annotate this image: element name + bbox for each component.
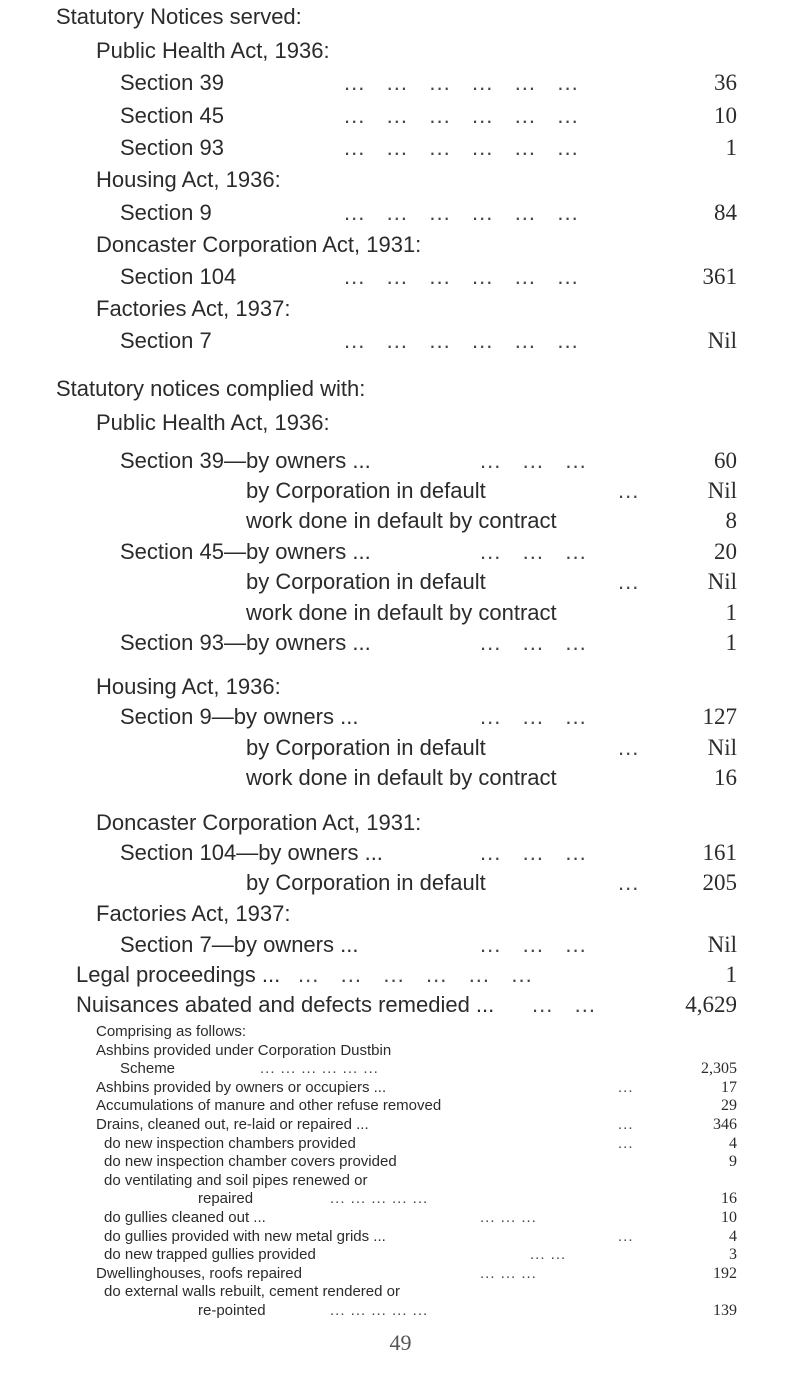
section-heading: Statutory Notices served: — [56, 4, 302, 29]
table-row: work done in default by contract 16 — [246, 765, 737, 790]
table-row: Section 104—by owners ... ... ... ... 161 — [120, 840, 737, 865]
row-value: 10 — [721, 1209, 737, 1226]
table-row: by Corporation in default ... Nil — [246, 735, 737, 760]
row-label: do external walls rebuilt, cement rendered or — [104, 1283, 400, 1301]
table-row — [0, 1134, 801, 1154]
row-label: do gullies cleaned out ... — [104, 1209, 266, 1226]
table-row — [0, 1227, 801, 1247]
table-row: Section 93—by owners ... ... ... ... 1 — [120, 630, 737, 655]
act-heading: Housing Act, 1936: — [96, 674, 281, 699]
table-row: work done in default by contract 8 — [246, 508, 737, 533]
table-row — [0, 1208, 801, 1228]
table-row: Section 39 ... ... ... ... ... ... 36 — [120, 70, 737, 95]
act-heading: Public Health Act, 1936: — [96, 38, 330, 63]
section-heading — [0, 1022, 801, 1042]
table-row — [0, 1041, 801, 1061]
row-value: 4 — [729, 1227, 737, 1245]
row-label: do new inspection chamber covers provided — [104, 1153, 397, 1171]
row-value: 3 — [729, 1246, 737, 1264]
row-label: Comprising as follows: — [96, 1023, 247, 1040]
row-value: 4 — [729, 1134, 737, 1152]
row-value: 2,305 — [701, 1060, 737, 1078]
table-row: work done in default by contract 1 — [246, 600, 737, 625]
table-row — [0, 1189, 801, 1209]
table-row — [0, 1245, 801, 1265]
table-row: Section 45 ... ... ... ... ... ... 10 — [120, 103, 737, 128]
table-row — [0, 1282, 801, 1302]
leader-dots: ... ... ... — [480, 1209, 537, 1226]
act-heading: Factories Act, 1937: — [96, 901, 291, 926]
row-value: 17 — [721, 1078, 737, 1096]
act-heading: Public Health Act, 1936: — [96, 410, 330, 435]
table-row: Legal proceedings ... ... ... ... ... ... ... 1 — [76, 962, 737, 987]
act-heading: Doncaster Corporation Act, 1931: — [96, 810, 422, 835]
table-row — [0, 1078, 801, 1098]
table-row: Section 93 ... ... ... ... ... ... 1 — [120, 135, 737, 160]
table-row: Section 7 ... ... ... ... ... ... Nil — [120, 328, 737, 353]
row-label: do new inspection chambers provided — [104, 1134, 356, 1152]
leader-dots: ... ... ... ... ... ... — [260, 1060, 379, 1078]
row-label: do new trapped gullies provided — [104, 1246, 316, 1264]
act-heading: Factories Act, 1937: — [96, 296, 291, 321]
leader-dots: ... — [618, 1227, 634, 1245]
row-value: 16 — [721, 1190, 737, 1208]
table-row — [0, 1059, 801, 1079]
table-row — [0, 1152, 801, 1172]
table-row: by Corporation in default ... Nil — [246, 569, 737, 594]
table-row: Section 9—by owners ... ... ... ... 127 — [120, 704, 737, 729]
leader-dots: ... — [618, 1134, 634, 1152]
page-number: 49 — [389, 1330, 412, 1355]
section-heading: Statutory notices complied with: — [56, 376, 366, 401]
table-row: Section 7—by owners ... ... ... ... Nil — [120, 932, 737, 957]
row-label: repaired — [198, 1190, 254, 1208]
table-row — [0, 1115, 801, 1135]
row-label: Scheme — [120, 1060, 176, 1078]
act-heading: Doncaster Corporation Act, 1931: — [96, 232, 422, 257]
row-value: 346 — [713, 1116, 737, 1133]
table-row: by Corporation in default ... Nil — [246, 478, 737, 503]
leader-dots: ... ... — [530, 1246, 567, 1264]
row-label: Ashbins provided under Corporation Dustbin — [96, 1041, 392, 1059]
row-label: Ashbins provided by owners or occupiers ... — [96, 1078, 387, 1096]
leader-dots: ... — [618, 1078, 634, 1096]
table-row: Section 9 ... ... ... ... ... ... 84 — [120, 200, 737, 225]
row-label: re-pointed — [198, 1302, 266, 1319]
table-row: Nuisances abated and defects remedied ... ... ... 4,629 — [76, 992, 737, 1017]
row-value: 192 — [713, 1264, 737, 1282]
table-row — [0, 1171, 801, 1191]
table-row: Section 104 ... ... ... ... ... ... 361 — [120, 264, 737, 289]
leader-dots: ... ... ... — [480, 1264, 537, 1282]
leader-dots: ... — [618, 1116, 634, 1133]
table-row: Section 45—by owners ... ... ... ... 20 — [120, 539, 737, 564]
leader-dots: ... ... ... ... ... — [330, 1190, 429, 1208]
leader-dots: ... ... ... ... ... — [330, 1302, 429, 1319]
row-label: Accumulations of manure and other refuse removed — [96, 1097, 442, 1115]
row-label: Dwellinghouses, roofs repaired — [96, 1264, 302, 1282]
act-heading: Housing Act, 1936: — [96, 167, 281, 192]
row-label: do gullies provided with new metal grids ... — [104, 1227, 386, 1245]
table-row: by Corporation in default ... 205 — [246, 870, 737, 895]
table-row: Section 39—by owners ... ... ... ... 60 — [120, 448, 737, 473]
table-row — [0, 1301, 801, 1321]
row-label: Drains, cleaned out, re-laid or repaired ... — [96, 1116, 369, 1133]
row-value: 29 — [721, 1097, 737, 1115]
row-value: 139 — [713, 1302, 737, 1319]
row-value: 9 — [729, 1153, 737, 1171]
table-row — [0, 1264, 801, 1284]
row-label: do ventilating and soil pipes renewed or — [104, 1171, 368, 1189]
table-row — [0, 1096, 801, 1116]
